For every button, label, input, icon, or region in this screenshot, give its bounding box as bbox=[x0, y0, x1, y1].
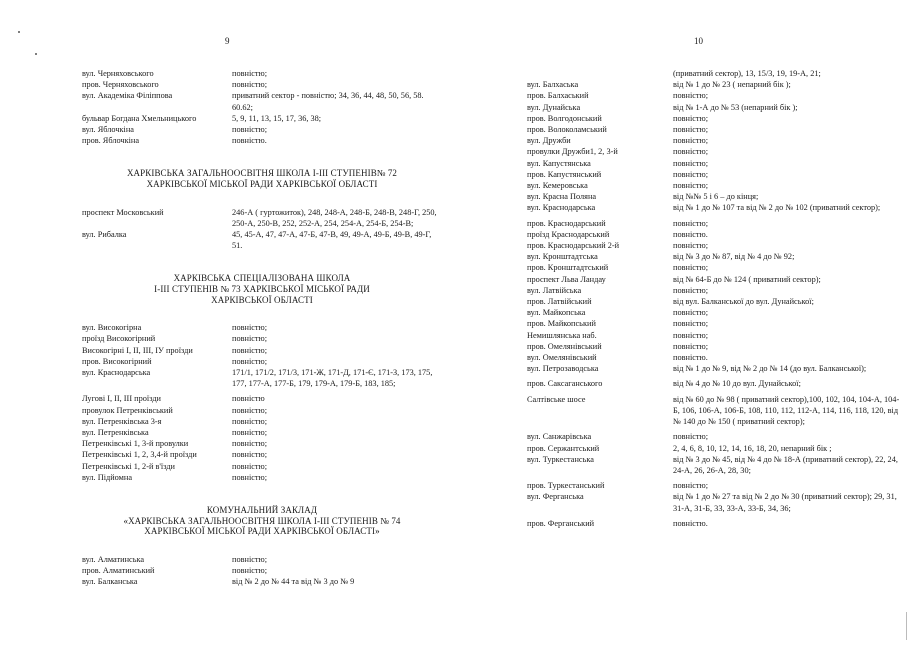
house-numbers: від № 1 до № 23 ( непарний бік ); bbox=[673, 80, 791, 90]
house-numbers: повністю; bbox=[232, 356, 268, 366]
house-numbers: повністю; bbox=[232, 125, 268, 135]
house-numbers: повністю. bbox=[673, 229, 708, 239]
street-name: Лугові І, ІІ, ІІІ проїзди bbox=[82, 394, 161, 404]
address-row bbox=[527, 113, 901, 124]
address-row bbox=[527, 68, 901, 79]
address-row bbox=[82, 554, 442, 565]
street-name: пров. Саксаганського bbox=[527, 379, 603, 389]
address-row bbox=[527, 454, 901, 476]
address-row bbox=[82, 207, 442, 229]
address-row bbox=[527, 251, 901, 262]
street-name: пров. Омелянівський bbox=[527, 341, 602, 351]
address-row bbox=[527, 363, 901, 374]
address-row bbox=[82, 345, 442, 356]
address-row bbox=[527, 90, 901, 101]
address-row bbox=[527, 262, 901, 273]
address-row bbox=[527, 296, 901, 307]
address-row bbox=[527, 491, 901, 513]
house-numbers: від № 1 до № 27 та від № 2 до № 30 (приватний сектор); 29, 31, 31-А, 31-Б, 33, 33-А, 33-Б, 34, 36; bbox=[673, 492, 897, 513]
street-name: пров. Кронштадтський bbox=[527, 263, 609, 273]
address-row bbox=[527, 341, 901, 352]
house-numbers: повністю; bbox=[232, 461, 268, 471]
house-numbers: повністю; bbox=[673, 308, 709, 318]
street-name: вул. Ферганська bbox=[527, 492, 584, 502]
address-row bbox=[82, 229, 442, 251]
address-row bbox=[82, 416, 442, 427]
address-row bbox=[527, 318, 901, 329]
street-name: Петренківські 1, 2, 3,4-й проїзди bbox=[82, 450, 197, 460]
street-name: вул. Петренківська 3-я bbox=[82, 416, 162, 426]
address-row bbox=[527, 102, 901, 113]
house-numbers: повністю; bbox=[232, 345, 268, 355]
street-name: провулки Дружби1, 2, 3-й bbox=[527, 147, 618, 157]
street-name: вул. Красна Поляна bbox=[527, 192, 597, 202]
address-row bbox=[527, 518, 901, 529]
house-numbers: повністю; bbox=[673, 91, 709, 101]
street-name: пров. Високогірний bbox=[82, 356, 152, 366]
street-name: вул. Балхаська bbox=[527, 80, 579, 90]
house-numbers: повністю bbox=[232, 394, 265, 404]
street-name: вул. Краснодарська bbox=[82, 368, 151, 378]
street-name: вул. Латвійська bbox=[527, 285, 582, 295]
house-numbers: повністю; bbox=[673, 169, 709, 179]
street-name: вул. Високогірна bbox=[82, 323, 142, 333]
page-number: 10 bbox=[694, 36, 703, 46]
heading-line: ХАРКІВСЬКОЇ МІСЬКОЇ РАДИ ХАРКІВСЬКОЇ ОБЛАСТІ bbox=[146, 179, 378, 190]
house-numbers: повністю; bbox=[673, 125, 709, 135]
house-numbers: від № 1 до № 9, від № 2 до № 14 (до вул. Балканської); bbox=[673, 364, 867, 374]
house-numbers: повністю; bbox=[232, 323, 268, 333]
street-name: проїзд Краснодарський bbox=[527, 229, 610, 239]
address-row bbox=[527, 169, 901, 180]
address-row bbox=[82, 113, 442, 124]
address-row bbox=[82, 576, 442, 587]
street-name: пров. Яблочкіна bbox=[82, 136, 140, 146]
street-name: Високогірні І, ІІ, ІІІ, ІУ проїзди bbox=[82, 345, 193, 355]
street-name: вул. Кемеровська bbox=[527, 181, 588, 191]
house-numbers: від № 4 до № 10 до вул. Дунайської; bbox=[673, 379, 801, 389]
street-list bbox=[527, 68, 901, 529]
house-numbers: повністю; bbox=[673, 330, 709, 340]
house-numbers: повністю; bbox=[673, 481, 709, 491]
school-73-heading bbox=[82, 273, 442, 305]
address-row bbox=[82, 449, 442, 460]
house-numbers: повністю. bbox=[232, 136, 267, 146]
address-row bbox=[527, 274, 901, 285]
school-72-heading bbox=[82, 168, 442, 189]
address-row bbox=[82, 405, 442, 416]
house-numbers: повністю; bbox=[232, 80, 268, 90]
address-row bbox=[527, 202, 901, 213]
house-numbers: повністю; bbox=[673, 147, 709, 157]
address-row bbox=[82, 393, 442, 404]
street-name: пров. Латвійський bbox=[527, 297, 592, 307]
address-row bbox=[82, 79, 442, 90]
house-numbers: від № 60 до № 98 ( приватний сектор),100, 102, 104, 104-А, 104-Б, 106, 106-А, 106-Б, 108, 110, 112, 112-А, 114, 116, 118, 120, від № 140 до № 150 ( приватний сектор); bbox=[673, 394, 900, 427]
street-name: вул. Петрозаводська bbox=[527, 364, 599, 374]
address-row bbox=[527, 79, 901, 90]
house-numbers: повністю; bbox=[232, 405, 268, 415]
street-name: вул. Омелянівський bbox=[527, 353, 597, 363]
address-row bbox=[82, 367, 442, 389]
house-numbers: від № 3 до № 87, від № 4 до № 92; bbox=[673, 252, 795, 262]
address-row bbox=[82, 356, 442, 367]
house-numbers: (приватний сектор), 13, 15/3, 19, 19-А, 21; bbox=[673, 69, 821, 78]
street-name: вул. Підйомна bbox=[82, 472, 133, 482]
house-numbers: повністю; bbox=[232, 334, 268, 344]
street-name: пров. Капустянський bbox=[527, 169, 602, 179]
address-row bbox=[527, 124, 901, 135]
house-numbers: 45, 45-А, 47, 47-А, 47-Б, 47-В, 49, 49-А, 49-Б, 49-В, 49-Г, 51. bbox=[232, 230, 432, 251]
address-row bbox=[82, 427, 442, 438]
street-name: пров. Волоколамський bbox=[527, 125, 607, 135]
street-name: вул. Черняховського bbox=[82, 69, 154, 78]
street-name: Петренківські 1, 3-й провулки bbox=[82, 439, 189, 449]
house-numbers: повністю; bbox=[673, 285, 709, 295]
street-name: пров. Ферганський bbox=[527, 518, 595, 528]
house-numbers: повністю; bbox=[232, 472, 268, 482]
street-list bbox=[82, 68, 442, 146]
address-row bbox=[527, 480, 901, 491]
address-row bbox=[527, 135, 901, 146]
house-numbers: повністю. bbox=[673, 518, 708, 528]
address-row bbox=[527, 394, 901, 428]
house-numbers: повністю; bbox=[673, 218, 709, 228]
address-row bbox=[82, 565, 442, 576]
house-numbers: від № 1 до № 107 та від № 2 до № 102 (приватний сектор); bbox=[673, 203, 881, 213]
address-row bbox=[82, 438, 442, 449]
street-name: Петренківські 1, 2-й в'їзди bbox=[82, 461, 175, 471]
right-page bbox=[455, 0, 910, 645]
address-row bbox=[527, 443, 901, 454]
house-numbers: повністю; bbox=[673, 241, 709, 251]
house-numbers: повністю; bbox=[673, 181, 709, 191]
left-page-content bbox=[82, 68, 442, 587]
school-74-street-list bbox=[82, 554, 442, 588]
heading-line: І-ІІІ СТУПЕНІВ № 73 ХАРКІВСЬКОЇ МІСЬКОЇ РАДИ bbox=[154, 284, 370, 295]
house-numbers: від №№ 5 і 6 – до кінця; bbox=[673, 192, 759, 202]
house-numbers: повністю; bbox=[232, 69, 268, 78]
street-name: пров. Майкопський bbox=[527, 319, 596, 329]
house-numbers: від № 3 до № 45, від № 4 до № 18-А (приватний сектор), 22, 24, 24-А, 26, 26-А, 28, 30; bbox=[673, 454, 898, 475]
house-numbers: повністю; bbox=[673, 432, 709, 442]
street-name: пров. Сержантський bbox=[527, 443, 600, 453]
house-numbers: повністю; bbox=[232, 566, 268, 576]
street-name: вул. Краснодарська bbox=[527, 203, 596, 213]
heading-line: «ХАРКІВСЬКА ЗАГАЛЬНООСВІТНЯ ШКОЛА І-ІІІ СТУПЕНІВ № 74 bbox=[123, 515, 401, 526]
address-row bbox=[527, 146, 901, 157]
heading-line: ХАРКІВСЬКОЇ ОБЛАСТІ bbox=[211, 294, 313, 305]
street-name: проспект Московський bbox=[82, 207, 164, 217]
house-numbers: повністю; bbox=[673, 341, 709, 351]
house-numbers: повністю; bbox=[673, 158, 709, 168]
heading-line: ХАРКІВСЬКА ЗАГАЛЬНООСВІТНЯ ШКОЛА І-ІІІ СТУПЕНІВ№ 72 bbox=[126, 168, 398, 179]
house-numbers: повністю; bbox=[673, 263, 709, 273]
address-row bbox=[82, 90, 442, 112]
house-numbers: повністю. bbox=[673, 353, 708, 363]
address-row bbox=[82, 333, 442, 344]
street-name: проспект Льва Ландау bbox=[527, 274, 606, 284]
house-numbers: повністю; bbox=[232, 450, 268, 460]
address-row bbox=[527, 285, 901, 296]
address-row bbox=[527, 431, 901, 442]
street-name: вул. Туркестанська bbox=[527, 454, 594, 464]
street-name: вул. Алматинська bbox=[82, 554, 145, 564]
right-page-content bbox=[527, 68, 901, 529]
street-name: пров. Алматинський bbox=[82, 566, 155, 576]
address-row bbox=[82, 124, 442, 135]
street-name: вул. Академіка Філіппова bbox=[82, 91, 173, 101]
street-name: вул. Дружби bbox=[527, 136, 571, 146]
address-row bbox=[527, 307, 901, 318]
address-row bbox=[82, 322, 442, 333]
street-name: вул. Балканська bbox=[82, 577, 138, 587]
address-row bbox=[82, 461, 442, 472]
street-name: пров. Волгодонський bbox=[527, 113, 602, 123]
address-row bbox=[82, 135, 442, 146]
address-row bbox=[527, 330, 901, 341]
street-name: Салтівське шосе bbox=[527, 394, 586, 404]
house-numbers: від № 1-А до № 53 (непарний бік ); bbox=[673, 102, 798, 112]
house-numbers: від № 64-Б до № 124 ( приватний сектор); bbox=[673, 274, 821, 284]
address-row bbox=[527, 352, 901, 363]
address-row bbox=[82, 472, 442, 483]
street-name: бульвар Богдана Хмельницького bbox=[82, 113, 197, 123]
street-name: пров. Черняховського bbox=[82, 80, 159, 90]
street-name: вул. Майкопська bbox=[527, 308, 586, 318]
house-numbers: приватний сектор - повністю; 34, 36, 44, 48, 50, 56, 58. 60.62; bbox=[232, 91, 424, 112]
address-row bbox=[82, 68, 442, 79]
house-numbers: повністю; bbox=[232, 554, 268, 564]
address-row bbox=[527, 180, 901, 191]
street-name: пров. Туркестанський bbox=[527, 481, 605, 491]
school-72-street-list bbox=[82, 207, 442, 252]
house-numbers: 246-А ( гуртожиток), 248, 248-А, 248-Б, 248-В, 248-Г, 250, 250-А, 250-В, 252, 252-А, 254, 254-А, 254-Б, 254-В; bbox=[232, 207, 437, 228]
address-row bbox=[527, 240, 901, 251]
address-row bbox=[527, 378, 901, 389]
heading-line: КОМУНАЛЬНИЙ ЗАКЛАД bbox=[206, 505, 318, 516]
house-numbers: від вул. Балканської до вул. Дунайської; bbox=[673, 297, 814, 307]
address-row bbox=[527, 229, 901, 240]
house-numbers: 5, 9, 11, 13, 15, 17, 36, 38; bbox=[232, 113, 322, 123]
street-name: пров. Краснодарський 2-й bbox=[527, 241, 620, 251]
address-row bbox=[527, 218, 901, 229]
street-name: вул. Санжарівська bbox=[527, 432, 592, 442]
address-row bbox=[527, 158, 901, 169]
page-number: 9 bbox=[225, 36, 230, 46]
street-name: вул. Дунайська bbox=[527, 102, 581, 112]
street-name: вул. Кронштадтська bbox=[527, 252, 598, 262]
house-numbers: повністю; bbox=[673, 113, 709, 123]
house-numbers: повністю; bbox=[232, 439, 268, 449]
street-name: Немишлянська наб. bbox=[527, 330, 597, 340]
street-name: провулок Петренківський bbox=[82, 405, 173, 415]
street-name: пров. Краснодарський bbox=[527, 218, 606, 228]
address-row bbox=[527, 191, 901, 202]
house-numbers: 2, 4, 6, 8, 10, 12, 14, 16, 18, 20, непарний бік ; bbox=[673, 443, 832, 453]
street-name: проїзд Високогірний bbox=[82, 334, 156, 344]
street-name: вул. Яблочкіна bbox=[82, 125, 134, 135]
heading-line: ХАРКІВСЬКОЇ МІСЬКОЇ РАДИ ХАРКІВСЬКОЇ ОБЛАСТІ» bbox=[144, 526, 380, 537]
street-name bbox=[527, 68, 673, 79]
house-numbers: повністю; bbox=[673, 136, 709, 146]
house-numbers: повністю; bbox=[673, 319, 709, 329]
house-numbers: від № 2 до № 44 та від № 3 до № 9 bbox=[232, 577, 355, 587]
street-name: вул. Рибалка bbox=[82, 230, 127, 240]
street-name: пров. Балхаський bbox=[527, 91, 589, 101]
house-numbers: повністю; bbox=[232, 416, 268, 426]
street-name: вул. Капустянська bbox=[527, 158, 591, 168]
house-numbers: повністю; bbox=[232, 428, 268, 438]
school-74-heading bbox=[82, 505, 442, 537]
street-name: вул. Петренківська bbox=[82, 428, 149, 438]
heading-line: ХАРКІВСЬКА СПЕЦІАЛІЗОВАНА ШКОЛА bbox=[173, 273, 351, 284]
house-numbers: 171/1, 171/2, 171/3, 171-Ж, 171-Д, 171-Є, 171-З, 173, 175, 177, 177-А, 177-Б, 179, 179-А, 179-Б, 183, 185; bbox=[232, 368, 433, 389]
school-73-street-list bbox=[82, 322, 442, 483]
